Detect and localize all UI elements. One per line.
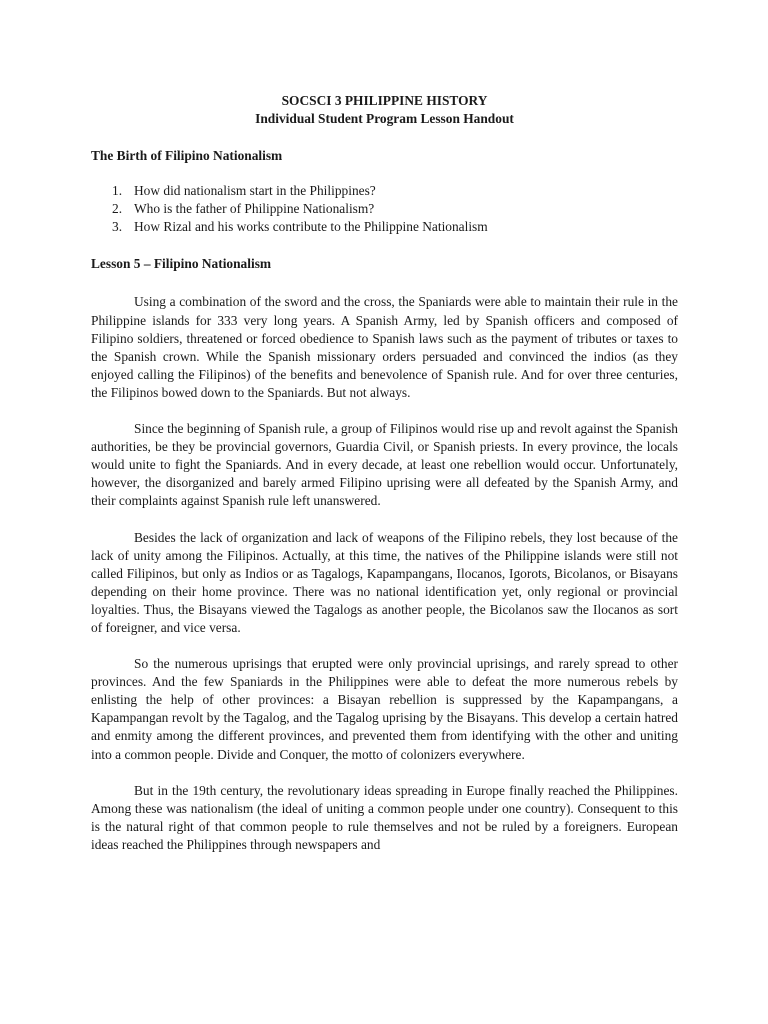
question-text: How did nationalism start in the Philippines?	[134, 183, 376, 199]
question-list	[91, 182, 678, 236]
handout-page	[91, 92, 678, 854]
body-paragraph: Since the beginning of Spanish rule, a group of Filipinos would rise up and revolt against the Spanish authorities, be they be provincial governors, Guardia Civil, or Spanish priests. In every province, the locals would unite to fight the Spaniards. And in every decade, at least one rebellion would occur. Unfortunately, however, the disorganized and barely armed Filipino uprising were all defeated by the Spanish Army, and their complaints against Spanish rule left unanswered.	[91, 421, 678, 509]
topic-heading: The Birth of Filipino Nationalism	[91, 148, 283, 163]
question-number: 1.	[112, 183, 123, 199]
question-text: Who is the father of Philippine Nationalism?	[134, 201, 375, 217]
question-number: 2.	[112, 201, 123, 217]
question-number: 3.	[112, 219, 123, 235]
question-item	[91, 218, 678, 236]
body-paragraph: Besides the lack of organization and lack of weapons of the Filipino rebels, they lost because of the lack of unity among the Filipinos. Actually, at this time, the natives of the Philippine islands were still not called Filipinos, but only as Indios or as Tagalogs, Kapampangans, Ilocanos, Igorots, Bicolanos, or Bisayans depending on their home province. There was no national identification yet, only regional or provincial loyalties. Thus, the Bisayans viewed the Tagalogs as another people, the Bicolanos saw the Ilocanos as sort of foreigner, and vice versa.	[91, 529, 678, 635]
question-text: How Rizal and his works contribute to the Philippine Nationalism	[134, 219, 488, 235]
course-title: SOCSCI 3 PHILIPPINE HISTORY	[281, 93, 488, 108]
body-paragraph: Using a combination of the sword and the cross, the Spaniards were able to maintain their rule in the Philippine islands for 333 very long years. A Spanish Army, led by Spanish officers and composed of Filipino soldiers, threatened or forced obedience to Spanish laws such as the payment of tributes or taxes to the Spanish crown. While the Spanish missionary orders persuaded and convinced the indios (as they enjoyed calling the Filipinos) of the benefits and benevolence of Spanish rule. And for over three centuries, the Filipinos bowed down to the Spaniards. But not always.	[91, 294, 678, 400]
handout-subtitle: Individual Student Program Lesson Handout	[255, 111, 514, 126]
body-paragraph: But in the 19th century, the revolutionary ideas spreading in Europe finally reached the Philippines. Among these was nationalism (the ideal of uniting a common people under one country). Consequent to this is the natural right of that common people to rule themselves and not be ruled by a foreigners. European ideas reached the Philippines through newspapers and	[91, 782, 678, 852]
body-paragraph: So the numerous uprisings that erupted were only provincial uprisings, and rarely spread to other provinces. And the few Spaniards in the Philippines were able to defeat the more numerous rebels by enlisting the help of other provinces: a Bisayan rebellion is suppressed by the Kapampangans, a Kapampangan revolt by the Tagalog, and the Tagalog uprising by the Bisayans. This develop a certain hatred and enmity among the different provinces, and prevented them from identifying with the other and uniting into a common people. Divide and Conquer, the motto of colonizers everywhere.	[91, 656, 678, 762]
lesson-heading: Lesson 5 – Filipino Nationalism	[91, 256, 272, 272]
question-item	[91, 200, 678, 218]
question-item	[91, 182, 678, 200]
